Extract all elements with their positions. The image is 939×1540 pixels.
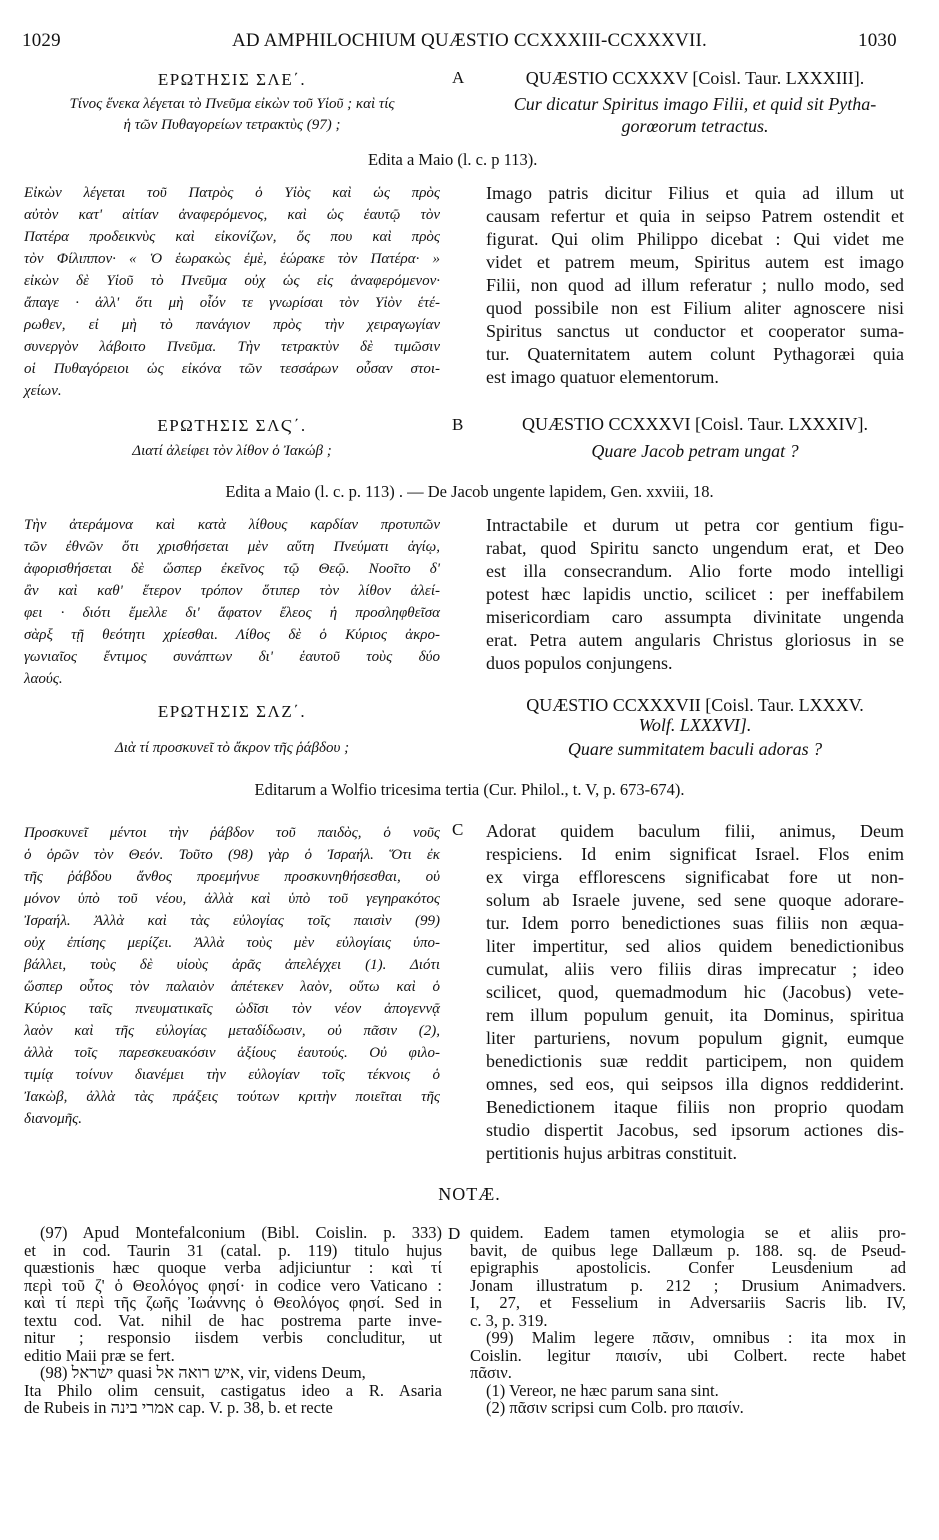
text-line: studio dispertit Jacobus, sed ipsorum actiones dis-	[486, 1120, 904, 1140]
text-line: benedictionis suæ reddit participem, non quidem	[486, 1051, 904, 1071]
q236-latin-title: QUÆSTIO CCXXXVI [Coisl. Taur. LXXXIV].	[522, 414, 868, 434]
text-line: liter parturiens, novum populum gignit, eumque	[486, 1028, 904, 1048]
text-line: quod possibile non est Filium aliter agnoscere nisi	[486, 298, 904, 318]
margin-marker-d: D	[448, 1224, 461, 1243]
text-line: σὰρξ τῇ θεότητι χρίεσθαι. Λίθος δὲ ὁ Κύριος ἀκρο-	[24, 627, 440, 643]
text-line: τιμίᾳ τοίνυν διανέμει τὴν εὐλογίαν τοῖς τέκνοις ὁ	[24, 1067, 440, 1083]
text-line: Intractabile et durum ut petra cor gentium figu-	[486, 515, 904, 535]
q237-greek-title: ΕΡΩΤΗΣΙΣ ΣΛΖ΄.	[157, 702, 307, 721]
note-line: de Rubeis in אמרי בינה cap. V. p. 38, b. et recte	[24, 1398, 333, 1417]
text-line: est illa consecrandum. Alio forte modo intelligi	[486, 561, 904, 581]
text-line: Imago patris dicitur Filius et quia ad illum ut	[486, 183, 904, 203]
q237-latin-title-line2: Wolf. LXXXVI].	[638, 715, 752, 735]
q236-greek-title: ΕΡΩΤΗΣΙΣ ΣΛϚ΄.	[157, 416, 307, 435]
text-line: Πατέρα προδεικνὺς καὶ εἰκονίζων, ὅς που καὶ πρὸς	[24, 229, 440, 245]
notes-right-column	[470, 1224, 906, 1417]
q235-latin-title: QUÆSTIO CCXXXV [Coisl. Taur. LXXXIII].	[525, 68, 865, 88]
text-line: Κύριος ταῖς πνευματικαῖς ὠδῖσι τὸν νέον ἀπογεννᾷ	[24, 1001, 440, 1017]
text-line: videt et patrem meum, Spiritus autem est imago	[486, 252, 904, 272]
text-line: ἄπαγε · ἀλλ' ὅτι μὴ οἷόν τε γνωρίσαι τὸν Υἱὸν ἑτέ-	[24, 295, 440, 311]
q235-greek-question-line1: Τίνος ἕνεκα λέγεται τὸ Πνεῦμα εἰκὼν τοῦ Υἱοῦ ; καὶ τίς	[69, 96, 395, 112]
text-line: τῶν ἐθνῶν ὅτι χρισθήσεται μὲν αὕτη Πνεύματι ἁγίῳ,	[24, 539, 440, 555]
note-line: quidem. Eadem tamen etymologia se et aliis pro-	[470, 1223, 906, 1242]
text-line: figurat. Qui olim Philippo dicebat : Qui videt me	[486, 229, 904, 249]
text-line: ex virga efflorescens significabat fore ut non-	[486, 867, 904, 887]
text-line: λαούς.	[24, 671, 63, 687]
margin-marker-c: C	[452, 820, 464, 839]
text-line: rem illum populum genuit, ita Dominus, spiritua	[486, 1005, 904, 1025]
page-number-right: 1030	[858, 30, 897, 51]
text-line: rabat, quod Spiritu sancto ungendum erat, et Deo	[486, 538, 904, 558]
text-line: ὥσπερ οὗτος τὸν παλαιὸν ἀπέτεκεν λαὸν, οὕτω καὶ ὁ	[24, 979, 440, 995]
text-line: erat. Petra autem angularis Christus gloriosus in se	[486, 630, 904, 650]
note-line: et in cod. Taurin 31 (catal. p. 119) titulo hujus	[24, 1240, 442, 1260]
notes-left-column	[24, 1224, 442, 1417]
text-line: χείων.	[24, 383, 62, 399]
note-line: Coislin. legitur παισίν, ubi Colbert. recte habet	[470, 1345, 906, 1365]
text-line: causam refertur et quia in seipso Patrem ostendit et	[486, 206, 904, 226]
text-line: Filii, non quod ad illum referatur ; nullo modo, sed	[486, 275, 904, 295]
note-line: I, 27, et Fesselium in Adversariis Sacris lib. IV,	[470, 1293, 906, 1312]
q235-greek-question-line2: ἡ τῶν Πυθαγορείων τετρακτὺς (97) ;	[123, 117, 341, 133]
text-line: pertitionis hujus arbitras constituit.	[486, 1143, 737, 1163]
text-line: ἂν καὶ καθ' ἕτερον τρόπον ὅτιπερ τὸν λίθον ἀλεί-	[24, 583, 440, 599]
text-line: est imago quatuor elementorum.	[486, 367, 719, 387]
text-line: ρωθεν, εἰ μὴ τὸ πανάγιον πρὸς τὴν χειραγωγίαν	[24, 317, 440, 333]
note-line: Ita Philo olim censuit, castigatus ideo a R. Asaria	[24, 1380, 442, 1400]
running-title: AD AMPHILOCHIUM QUÆSTIO CCXXXIII-CCXXXVII.	[232, 30, 707, 51]
note-line: epigraphis apostolicis. Confer Leusdenium ad	[470, 1258, 906, 1277]
notes-title: NOTÆ.	[438, 1184, 501, 1204]
note-line: περὶ τοῦ ζ' ὁ Θεολόγος φησί· in codice vero Vaticano :	[24, 1275, 442, 1295]
page-number-left: 1029	[22, 30, 61, 51]
text-line: ὁ ὁρῶν τὸν Θεόν. Τοῦτο (98) γὰρ ὁ Ἰσραήλ. Ὅτι ἐκ	[24, 847, 440, 863]
note-line: textu cod. Vat. nihil de hac postrema parte inve-	[24, 1310, 442, 1330]
q237-greek-body	[24, 822, 440, 1130]
text-line: φει · διότι ἔμελλε δι' ἄφατον ἔλεος ἡ προσληφθεῖσα	[24, 605, 440, 621]
q236-greek-question: Διατί ἀλείφει τὸν λίθον ὁ Ἰακώβ ;	[132, 443, 332, 459]
text-line: εἰκὼν δὲ Υἱοῦ τὸ Πνεῦμα οὐχ ὡς εἰς ἀναφερόμενον·	[24, 273, 440, 289]
text-line: cumulat, aliis vero filiis diras imprecatur ; ideo	[486, 959, 904, 979]
text-line: διανομῆς.	[24, 1111, 82, 1127]
text-line: liter impertitur, sed alios quidem benedictionibus	[486, 936, 904, 956]
text-line: Τὴν ἀτεράμονα καὶ κατὰ λίθους καρδίαν προτυπῶν	[24, 517, 440, 533]
text-line: Spiritus sanctus ut conductor et cooperator suma-	[486, 321, 904, 341]
text-line: Adorat quidem baculum filii, animus, Deum	[486, 821, 904, 841]
text-line: μόνον ὑπὸ τοῦ νέου, ἀλλὰ καὶ ὑπὸ τοῦ γεγηρακότος	[24, 891, 440, 907]
note-line: (1) Vereor, ne hæc parum sana sint.	[486, 1380, 719, 1400]
q236-greek-body	[24, 514, 440, 690]
text-line: συνεργὸν λάβοιτο Πνεῦμα. Τὴν τετρακτὺν δὲ τιμῶσιν	[24, 339, 440, 355]
q237-latin-title-line1: QUÆSTIO CCXXXVII [Coisl. Taur. LXXXV.	[526, 695, 864, 715]
text-line: αὐτὸν κατ' αἰτίαν ἀναφερόμενος, καὶ ὡς ἑαυτῷ τὸν	[24, 207, 440, 223]
note-line: quæstionis hæc quoque verba adjiciuntur : καὶ τί	[24, 1258, 442, 1277]
text-line: misericordiam caro assumpta divinitate ungenda	[486, 607, 904, 627]
note-line: nitur ; responsio iisdem verbis concluditur, ut	[24, 1328, 442, 1347]
note-line: (2) πᾶσιν scripsi cum Colb. pro παισίν.	[486, 1398, 744, 1417]
note-line: (97) Apud Montefalconium (Bibl. Coislin. p. 333)	[40, 1223, 442, 1242]
text-line: Benedictionem itaque filiis non proprio quodam	[486, 1097, 904, 1117]
text-line: solum ab Israele juvene, sed sene quoque adorare-	[486, 890, 904, 910]
text-line: λαὸν καὶ τῆς εὐλογίας μεταδίδωσιν, οὐ πᾶσιν (2),	[24, 1023, 440, 1039]
text-line: Ἰσραήλ. Ἀλλὰ καὶ τὰς εὐλογίας τοῖς παισὶν (99)	[24, 913, 440, 929]
note-line: Jonam illustratum p. 212 ; Drusium Animadvers.	[470, 1275, 906, 1295]
text-line: potest hæc lapidis unctio, scilicet : per ineffabilem	[486, 584, 904, 604]
text-line: duos populos conjungens.	[486, 653, 673, 673]
margin-marker-b: B	[452, 415, 464, 434]
note-line: (99) Malim legere πᾶσιν, omnibus : ita mox in	[486, 1328, 906, 1347]
text-line: οἱ Πυθαγόρειοι ὡς εἰκόνα τῶν τεσσάρων οὖσαν στοι-	[24, 361, 440, 377]
text-line: βάλλει, τοὺς δὲ υἱοὺς ἀρᾶς ἀπελέγχει (1). Διότι	[24, 957, 440, 973]
q237-edita: Editarum a Wolfio tricesima tertia (Cur. Philol., t. V, p. 673-674).	[254, 780, 685, 799]
q236-latin-question: Quare Jacob petram ungat ?	[591, 441, 799, 461]
text-line: Προσκυνεῖ μέντοι τὴν ῥάβδον τοῦ παιδὸς, ὁ νοῦς	[24, 825, 440, 841]
text-line: γωνιαῖος ἔντιμος συνάπτων δι' ἑαυτοῦ τοὺς δύο	[24, 649, 440, 665]
q235-latin-body	[486, 182, 904, 389]
q235-latin-question-line1: Cur dicatur Spiritus imago Filii, et quid sit Pytha-	[513, 94, 877, 114]
text-line: οὐχ ἐπίσης μερίζει. Ἀλλὰ τοὺς μὲν εὐλογίαις ὑπο-	[24, 935, 440, 951]
margin-marker-a: A	[452, 68, 465, 87]
text-line: ἀφορισθήσεται δὲ ὥσπερ ἐκεῖνος τῷ Θεῷ. Νοοῖτο δ'	[24, 561, 440, 577]
text-line: Ἰακὼβ, ἀλλὰ τὰς πράξεις τούτων κριτὴν ποιεῖται τῆς	[24, 1089, 440, 1105]
note-line: editio Maii præ se fert.	[24, 1345, 175, 1365]
q237-greek-question: Διὰ τί προσκυνεῖ τὸ ἄκρον τῆς ῥάβδου ;	[114, 740, 350, 756]
text-line: omnes, sed eos, qui seipsos illa dignos reddiderint.	[486, 1074, 904, 1094]
note-line: πᾶσιν.	[470, 1363, 512, 1382]
note-line: bavit, de quibus lege Dallæum p. 188. sq. de Pseud-	[470, 1240, 906, 1260]
text-line: respiciens. Id enim significat Israel. Flos enim	[486, 844, 904, 864]
text-line: tur. Idem porro benedictiones suas filiis non æqua-	[486, 913, 904, 933]
q236-latin-body	[486, 514, 904, 675]
q236-edita: Edita a Maio (l. c. p. 113) . — De Jacob ungente lapidem, Gen. xxviii, 18.	[225, 482, 714, 501]
q235-greek-body	[24, 182, 440, 402]
q235-latin-question-line2: gorœorum tetractus.	[621, 116, 769, 136]
text-line: scilicet, quod, quemadmodum hic (Jacobus) vete-	[486, 982, 904, 1002]
q237-latin-body	[486, 820, 904, 1165]
text-line: ἀλλὰ τοῖς παρεσκευακόσιν ἀξίους ἑαυτούς. Οὐ φιλο-	[24, 1045, 440, 1061]
note-line: c. 3, p. 319.	[470, 1310, 548, 1330]
q237-latin-question: Quare summitatem baculi adoras ?	[567, 739, 823, 759]
text-line: tur. Quaternitatem autem colunt Pythagoræi quia	[486, 344, 904, 364]
q235-greek-title: ΕΡΩΤΗΣΙΣ ΣΛΕ΄.	[157, 70, 307, 89]
note-line: καὶ τί περὶ τῆς ζωῆς Ἰωάννης ὁ Θεολόγος φησί. Sed in	[24, 1293, 442, 1312]
text-line: τῆς ῥάβδου ἄνθος προεμήνυε προσκυνηθήσεσθαι, οὐ	[24, 869, 440, 885]
text-line: Εἰκὼν λέγεται τοῦ Πατρὸς ὁ Υἱὸς καὶ ὡς πρὸς	[24, 185, 440, 201]
note-line: (98) ישראל quasi איש רואה אל, vir, videns Deum,	[40, 1363, 366, 1382]
q235-edita: Edita a Maio (l. c. p 113).	[368, 150, 538, 169]
text-line: τὸν Φίλιππον· « Ὁ ἑωρακὼς ἐμὲ, ἑώρακε τὸν Πατέρα· »	[24, 251, 440, 267]
